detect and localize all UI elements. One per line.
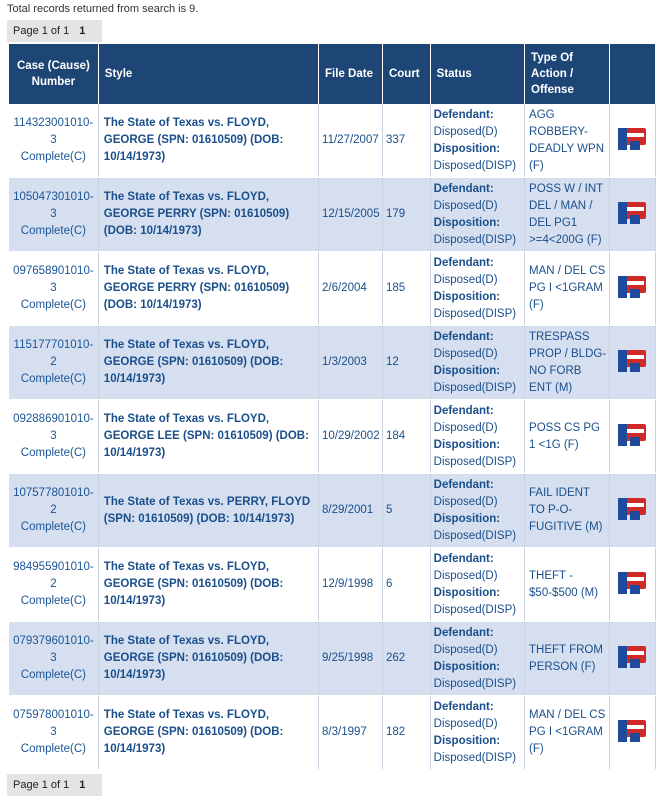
case-number-cell[interactable] bbox=[9, 104, 98, 178]
offense-cell: POSS CS PG 1 <1G (F) bbox=[525, 400, 610, 474]
pager-current-page[interactable]: 1 bbox=[79, 25, 86, 37]
disposition-status: Disposed(DISP) bbox=[433, 159, 517, 172]
style-link[interactable]: The State of Texas vs. FLOYD, GEORGE (SPN: 01610509) (DOB: 10/14/1973) bbox=[103, 561, 284, 607]
style-cell[interactable] bbox=[98, 252, 318, 326]
document-image-icon[interactable] bbox=[618, 569, 648, 595]
case-status: Complete(C) bbox=[20, 373, 86, 385]
status-cell bbox=[430, 548, 524, 622]
col-header-style[interactable]: Style bbox=[98, 44, 318, 104]
pager-label: Page 1 of 1 bbox=[13, 25, 70, 37]
disposition-label: Disposition: bbox=[433, 660, 501, 673]
style-cell[interactable] bbox=[98, 622, 318, 696]
col-header-case[interactable]: Case (Cause) Number bbox=[9, 44, 98, 104]
style-link[interactable]: The State of Texas vs. FLOYD, GEORGE PERRY (SPN: 01610509) (DOB: 10/14/1973) bbox=[103, 191, 290, 237]
defendant-label: Defendant: bbox=[433, 108, 494, 121]
case-number-link[interactable]: 107577801010-2 bbox=[13, 487, 94, 516]
court-cell: 182 bbox=[382, 696, 430, 770]
status-cell bbox=[430, 326, 524, 400]
style-cell[interactable] bbox=[98, 548, 318, 622]
disposition-status: Disposed(DISP) bbox=[433, 677, 517, 690]
defendant-status: Disposed(D) bbox=[433, 347, 498, 360]
defendant-label: Defendant: bbox=[433, 182, 494, 195]
case-status: Complete(C) bbox=[20, 743, 86, 755]
style-link[interactable]: The State of Texas vs. PERRY, FLOYD (SPN: 01610509) (DOB: 10/14/1973) bbox=[103, 495, 311, 525]
col-header-court[interactable]: Court bbox=[382, 44, 430, 104]
image-cell bbox=[610, 178, 656, 252]
case-number-link[interactable]: 092886901010-3 bbox=[13, 413, 94, 442]
style-link[interactable]: The State of Texas vs. FLOYD, GEORGE (SPN: 01610509) (DOB: 10/14/1973) bbox=[103, 635, 284, 681]
style-link[interactable]: The State of Texas vs. FLOYD, GEORGE (SPN: 01610509) (DOB: 10/14/1973) bbox=[103, 339, 284, 385]
status-cell bbox=[430, 104, 524, 178]
court-cell: 337 bbox=[382, 104, 430, 178]
document-image-icon[interactable] bbox=[618, 199, 648, 225]
offense-cell: POSS W / INT DEL / MAN / DEL PG1 >=4<200G (F) bbox=[525, 178, 610, 252]
court-cell: 6 bbox=[382, 548, 430, 622]
status-cell bbox=[430, 474, 524, 548]
disposition-label: Disposition: bbox=[433, 290, 501, 303]
document-image-icon[interactable] bbox=[618, 125, 648, 151]
style-cell[interactable] bbox=[98, 400, 318, 474]
pager-label: Page 1 of 1 bbox=[13, 779, 70, 791]
file-date-cell: 8/3/1997 bbox=[319, 696, 383, 770]
defendant-label: Defendant: bbox=[433, 552, 494, 565]
file-date-cell: 9/25/1998 bbox=[319, 622, 383, 696]
image-cell bbox=[610, 326, 656, 400]
case-status: Complete(C) bbox=[20, 447, 86, 459]
style-cell[interactable] bbox=[98, 104, 318, 178]
style-cell[interactable] bbox=[98, 178, 318, 252]
table-row bbox=[9, 326, 656, 400]
case-number-cell[interactable] bbox=[9, 474, 98, 548]
table-row bbox=[9, 252, 656, 326]
pager-bottom bbox=[7, 774, 102, 796]
disposition-status: Disposed(DISP) bbox=[433, 455, 517, 468]
defendant-status: Disposed(D) bbox=[433, 643, 498, 656]
col-header-type[interactable]: Type Of Action / Offense bbox=[525, 44, 610, 104]
table-row bbox=[9, 622, 656, 696]
defendant-status: Disposed(D) bbox=[433, 569, 498, 582]
case-status: Complete(C) bbox=[20, 299, 86, 311]
table-row bbox=[9, 400, 656, 474]
style-link[interactable]: The State of Texas vs. FLOYD, GEORGE (SPN: 01610509) (DOB: 10/14/1973) bbox=[103, 117, 284, 163]
document-image-icon[interactable] bbox=[618, 421, 648, 447]
defendant-status: Disposed(D) bbox=[433, 717, 498, 730]
document-image-icon[interactable] bbox=[618, 717, 648, 743]
style-link[interactable]: The State of Texas vs. FLOYD, GEORGE (SPN: 01610509) (DOB: 10/14/1973) bbox=[103, 709, 284, 755]
disposition-status: Disposed(DISP) bbox=[433, 751, 517, 764]
court-cell: 262 bbox=[382, 622, 430, 696]
case-number-cell[interactable] bbox=[9, 326, 98, 400]
case-status: Complete(C) bbox=[20, 225, 86, 237]
table-row bbox=[9, 548, 656, 622]
file-date-cell: 10/29/2002 bbox=[319, 400, 383, 474]
disposition-label: Disposition: bbox=[433, 142, 501, 155]
table-row bbox=[9, 178, 656, 252]
defendant-status: Disposed(D) bbox=[433, 125, 498, 138]
case-number-cell[interactable] bbox=[9, 178, 98, 252]
style-link[interactable]: The State of Texas vs. FLOYD, GEORGE PERRY (SPN: 01610509) (DOB: 10/14/1973) bbox=[103, 265, 290, 311]
offense-cell: TRESPASS PROP / BLDG-NO FORB ENT (M) bbox=[525, 326, 610, 400]
disposition-label: Disposition: bbox=[433, 734, 501, 747]
case-number-link[interactable]: 079379601010-3 bbox=[13, 635, 94, 664]
col-header-image bbox=[610, 44, 656, 104]
case-status: Complete(C) bbox=[20, 151, 86, 163]
defendant-status: Disposed(D) bbox=[433, 199, 498, 212]
case-number-link[interactable]: 984955901010-2 bbox=[13, 561, 94, 590]
case-number-cell[interactable] bbox=[9, 400, 98, 474]
status-cell bbox=[430, 178, 524, 252]
pager-current-page[interactable]: 1 bbox=[79, 779, 86, 791]
file-date-cell: 2/6/2004 bbox=[319, 252, 383, 326]
document-image-icon[interactable] bbox=[618, 495, 648, 521]
status-cell bbox=[430, 622, 524, 696]
court-cell: 12 bbox=[382, 326, 430, 400]
file-date-cell: 8/29/2001 bbox=[319, 474, 383, 548]
case-number-link[interactable]: 114323001010-3 bbox=[13, 117, 94, 146]
disposition-label: Disposition: bbox=[433, 364, 501, 377]
defendant-label: Defendant: bbox=[433, 404, 494, 417]
case-number-cell[interactable] bbox=[9, 696, 98, 770]
disposition-status: Disposed(DISP) bbox=[433, 233, 517, 246]
case-status: Complete(C) bbox=[20, 595, 86, 607]
case-number-link[interactable]: 115177701010-2 bbox=[13, 339, 94, 368]
defendant-status: Disposed(D) bbox=[433, 495, 498, 508]
case-status: Complete(C) bbox=[20, 669, 86, 681]
style-cell[interactable] bbox=[98, 326, 318, 400]
table-row bbox=[9, 474, 656, 548]
style-cell[interactable] bbox=[98, 696, 318, 770]
pager-top bbox=[7, 20, 102, 42]
col-header-file-date[interactable]: File Date bbox=[319, 44, 383, 104]
offense-cell: THEFT FROM PERSON (F) bbox=[525, 622, 610, 696]
offense-cell: MAN / DEL CS PG I <1GRAM (F) bbox=[525, 696, 610, 770]
status-cell bbox=[430, 252, 524, 326]
disposition-label: Disposition: bbox=[433, 586, 501, 599]
case-number-link[interactable]: 075978001010-3 bbox=[13, 709, 94, 738]
defendant-label: Defendant: bbox=[433, 700, 494, 713]
image-cell bbox=[610, 548, 656, 622]
status-cell bbox=[430, 400, 524, 474]
results-table bbox=[9, 44, 656, 770]
defendant-status: Disposed(D) bbox=[433, 273, 498, 286]
image-cell bbox=[610, 474, 656, 548]
image-cell bbox=[610, 622, 656, 696]
defendant-label: Defendant: bbox=[433, 330, 494, 343]
offense-cell: THEFT - $50-$500 (M) bbox=[525, 548, 610, 622]
table-header-row bbox=[9, 44, 656, 104]
disposition-status: Disposed(DISP) bbox=[433, 529, 517, 542]
court-cell: 184 bbox=[382, 400, 430, 474]
style-cell[interactable] bbox=[98, 474, 318, 548]
disposition-status: Disposed(DISP) bbox=[433, 603, 517, 616]
offense-cell: FAIL IDENT TO P-O-FUGITIVE (M) bbox=[525, 474, 610, 548]
defendant-status: Disposed(D) bbox=[433, 421, 498, 434]
document-image-icon[interactable] bbox=[618, 643, 648, 669]
court-cell: 179 bbox=[382, 178, 430, 252]
file-date-cell: 12/15/2005 bbox=[319, 178, 383, 252]
style-link[interactable]: The State of Texas vs. FLOYD, GEORGE LEE (SPN: 01610509) (DOB: 10/14/1973) bbox=[103, 413, 309, 459]
table-row bbox=[9, 104, 656, 178]
case-status: Complete(C) bbox=[20, 521, 86, 533]
image-cell bbox=[610, 252, 656, 326]
court-cell: 5 bbox=[382, 474, 430, 548]
table-row bbox=[9, 696, 656, 770]
document-image-icon[interactable] bbox=[618, 273, 648, 299]
col-header-status[interactable]: Status bbox=[430, 44, 524, 104]
document-image-icon[interactable] bbox=[618, 347, 648, 373]
case-number-cell[interactable] bbox=[9, 622, 98, 696]
file-date-cell: 11/27/2007 bbox=[319, 104, 383, 178]
image-cell bbox=[610, 104, 656, 178]
disposition-label: Disposition: bbox=[433, 216, 501, 229]
defendant-label: Defendant: bbox=[433, 626, 494, 639]
results-summary: Total records returned from search is 9. bbox=[7, 3, 199, 15]
case-number-cell[interactable] bbox=[9, 252, 98, 326]
case-number-link[interactable]: 105047301010-3 bbox=[13, 191, 94, 220]
disposition-label: Disposition: bbox=[433, 438, 501, 451]
offense-cell: MAN / DEL CS PG I <1GRAM (F) bbox=[525, 252, 610, 326]
file-date-cell: 12/9/1998 bbox=[319, 548, 383, 622]
disposition-label: Disposition: bbox=[433, 512, 501, 525]
court-cell: 185 bbox=[382, 252, 430, 326]
disposition-status: Disposed(DISP) bbox=[433, 381, 517, 394]
image-cell bbox=[610, 696, 656, 770]
defendant-label: Defendant: bbox=[433, 256, 494, 269]
case-number-link[interactable]: 097658901010-3 bbox=[13, 265, 94, 294]
image-cell bbox=[610, 400, 656, 474]
disposition-status: Disposed(DISP) bbox=[433, 307, 517, 320]
defendant-label: Defendant: bbox=[433, 478, 494, 491]
case-number-cell[interactable] bbox=[9, 548, 98, 622]
offense-cell: AGG ROBBERY-DEADLY WPN (F) bbox=[525, 104, 610, 178]
status-cell bbox=[430, 696, 524, 770]
file-date-cell: 1/3/2003 bbox=[319, 326, 383, 400]
